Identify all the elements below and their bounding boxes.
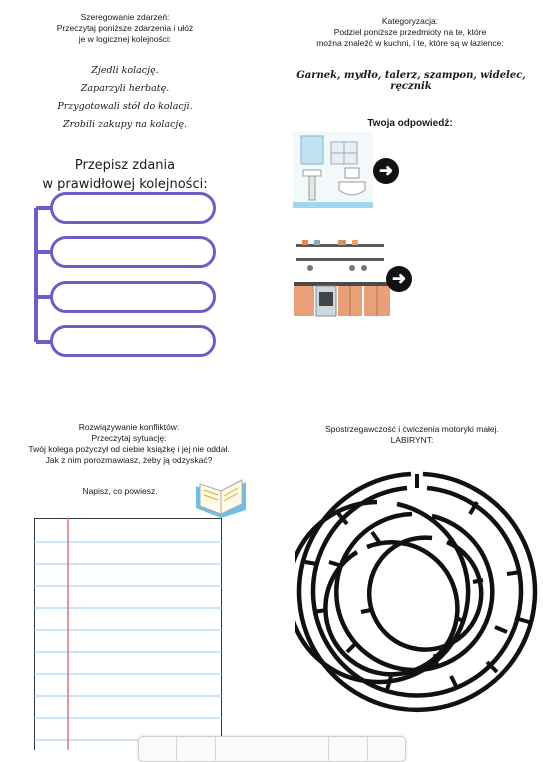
- task2-header: [285, 16, 535, 49]
- sentence-2: Zaparzyli herbatę.: [80, 83, 170, 94]
- answer-slot-2[interactable]: [50, 236, 216, 268]
- task2-instruction-line2: Podziel poniższe przedmioty na te, które: [333, 27, 487, 37]
- circular-labyrinth[interactable]: [295, 470, 539, 714]
- answer-slot-4[interactable]: [50, 325, 216, 357]
- sentence-4: Zrobili zakupy na kolację.: [63, 119, 187, 130]
- task3-instruction-line2: Przeczytaj sytuację:: [91, 433, 167, 443]
- task4-title: Spostrzegawczość i ćwiczenia motoryki małej.: [325, 424, 499, 434]
- toolbar-button-5[interactable]: [368, 737, 405, 761]
- answer-slot-1[interactable]: [50, 192, 216, 224]
- prompt-line2: w prawidłowej kolejności:: [42, 177, 208, 192]
- task1-sentences: [20, 62, 230, 134]
- task1-header: [20, 12, 230, 45]
- task2-items: Garnek, mydło, talerz, szampon, widelec, ręcznik: [296, 70, 526, 92]
- task1-instruction-line2: Przeczytaj poniższe zdarzenia i ułóż: [56, 23, 194, 33]
- task3-instruction-line3: Twój kolega pożyczył od ciebie książkę i jej nie oddał.: [28, 444, 230, 454]
- task3-instruction-line4: Jak z nim porozmawiasz, żeby ją odzyskać?: [45, 455, 213, 465]
- task1-title: Szeregowanie zdarzeń:: [80, 12, 170, 22]
- lined-writing-paper[interactable]: [34, 518, 222, 750]
- sentence-3: Przygotowali stół do kolacji.: [57, 101, 193, 112]
- task2-title: Kategoryzacja:: [381, 16, 439, 26]
- sentence-1: Zjedli kolację.: [91, 65, 159, 76]
- toolbar-button-3[interactable]: [216, 737, 329, 761]
- bathroom-illustration: [293, 132, 373, 212]
- kitchen-arrow-icon[interactable]: ➜: [386, 266, 412, 292]
- task4-header: [282, 424, 542, 446]
- toolbar-button-1[interactable]: [139, 737, 177, 761]
- task3-title: Rozwiązywanie konfliktów:: [78, 422, 180, 432]
- kitchen-illustration: [292, 240, 392, 320]
- answer-slot-3[interactable]: [50, 281, 216, 313]
- open-book-icon: [192, 474, 250, 518]
- prompt-line1: Przepisz zdania: [74, 158, 176, 173]
- bathroom-arrow-icon[interactable]: ➜: [373, 158, 399, 184]
- task3-header: [4, 422, 254, 466]
- toolbar-button-2[interactable]: [177, 737, 215, 761]
- task3-write-instruction: Napisz, co powiesz.: [82, 486, 158, 496]
- task2-answer-label: Twoja odpowiedź:: [367, 118, 453, 129]
- toolbar-button-4[interactable]: [329, 737, 367, 761]
- task2-instruction-line3: można znaleźć w kuchni, i te, które są w łazience:: [316, 38, 504, 48]
- task4-subtitle: LABIRYNT:: [390, 435, 434, 445]
- task1-instruction-line3: je w logicznej kolejności:: [78, 34, 172, 44]
- bottom-toolbar: [138, 736, 406, 762]
- task1-prompt: [20, 156, 230, 194]
